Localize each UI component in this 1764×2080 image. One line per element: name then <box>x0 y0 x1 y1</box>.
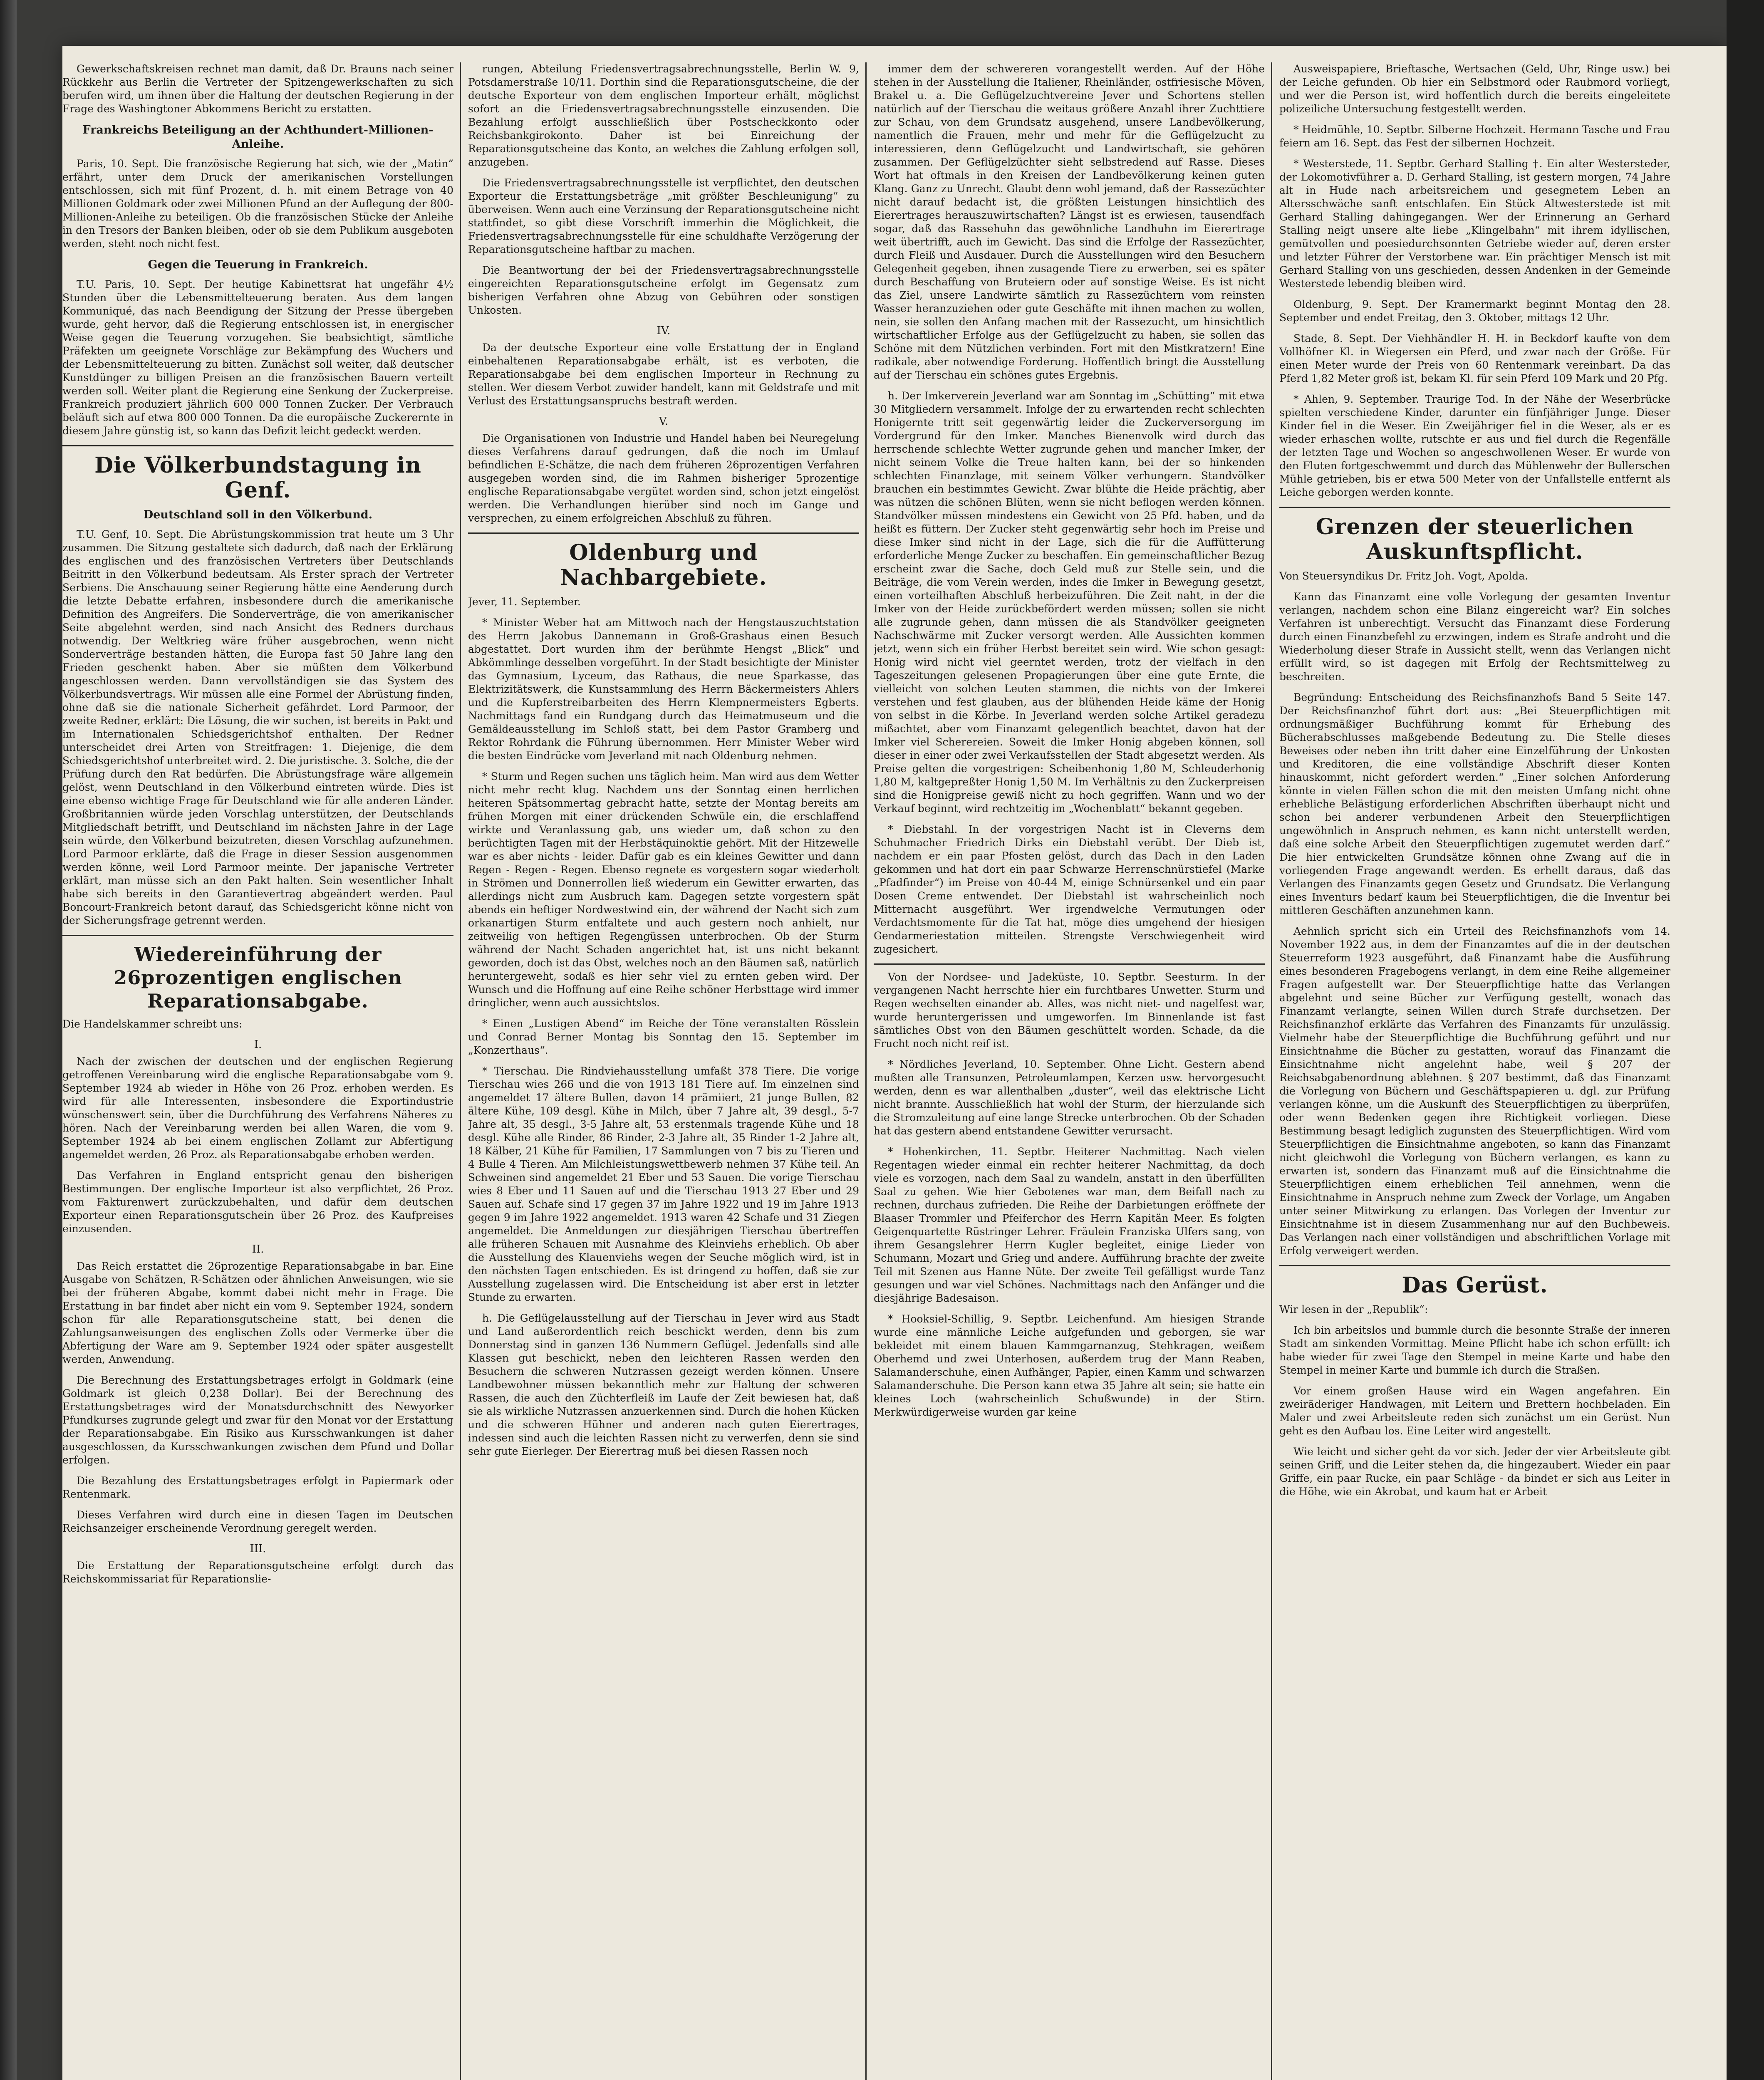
book-binding-edge <box>0 0 17 2080</box>
paragraph: rungen, Abteilung Friedensvertragsabrechnungsstelle, Berlin W. 9, Potsdamerstraße 10/11. Dorthin sind die Reparationsgutscheine, die der deutsche Exporteur von dem englischen Importeur erhält, möglichst sofort an die Friedensvertragsabrechnungsstelle einzusenden. Die Bezahlung erfolgt ausschließlich über Postscheckkonto oder Reichsbankgirokonto. Daher ist bei Einreichung der Reparationsgutscheine das Konto, an welches die Zahlung erfolgen soll, anzugeben. <box>468 63 859 168</box>
paragraph: Aehnlich spricht sich ein Urteil des Reichsfinanzhofs vom 14. November 1922 aus, in dem der Finanzamtes auf die in der deutschen Steuerreform 1923 ausgeführt, daß Finanzamt habe die Ausführung eines besonderen Fragebogens verlangt, in dem eine Reihe allgemeiner Fragen aufgestellt war. Der Steuerpflichtige hatte das Verlangen abgelehnt und seine Bücher zur Verfügung gestellt, wonach das Finanzamt verlangte, seinen Willen durch Strafe durchsetzen. Der Reichsfinanzhof erklärte das Verfahren des Finanzamts für unzulässig. Vielmehr habe der Steuerpflichtige die Buchführung geführt und nur Einsichtnahme die Bücher zu gestatten, worauf das Finanzamt die Einsichtnahme nicht angelehnt habe, weil § 207 der Reichsabgabenordnung ablehnen. § 207 bestimmt, daß das Finanzamt die Vorlegung von Büchern und Geschäftspapieren u. dgl. zur Prüfung verlangen könne, um die Auskunft des Steuerpflichtigen zu überprüfen, oder wenn Bedenken gegen ihre Richtigkeit vorliegen. Diese Bestimmung besagt lediglich zugunsten des Steuerpflichtigen. Wird vom Steuerpflichtigen die Einsichtnahme angeboten, so kann das Finanzamt nicht gleichwohl die Vorlegung von Büchern verlangen, es kann zu erwarten ist, sondern das Finanzamt muß auf die Einsichtnahme die Steuerpflichtigen einem erheblichen Teil annehmen, wenn die Einsichtnahme in Anspruch nehme zum Zweck der Vorlage, um Angaben unter seiner Mitwirkung zu erlangen. Das Vorlegen der Inventur zur Einsichtnahme ist in diesem Zusammenhang nur auf den Buchbeweis. Das Verlangen nach einer vollständigen und abschriftlichen Vorlage mit Erfolg verweigert werden. <box>1279 925 1670 1257</box>
paragraph: * Einen „Lustigen Abend“ im Reiche der Töne veranstalten Rösslein und Conrad Berner Montag bis Sonntag den 15. September im „Konzerthaus“. <box>468 1018 859 1056</box>
byline: Wir lesen in der „Republik“: <box>1279 1303 1428 1315</box>
article-headline: Die Völkerbundstagung in Genf. <box>94 453 421 503</box>
section-divider <box>62 935 453 936</box>
section-divider <box>62 445 453 446</box>
column-4 <box>1279 62 1670 2080</box>
paragraph: Die Friedensvertragsabrechnungsstelle ist verpflichtet, den deutschen Exporteur die Erstattungsbeträge „mit größter Beschleunigung“ zu überweisen. Wenn auch eine Verzinsung der Reparationsgutscheine nicht stattfindet, so gibt diese Vorschrift immerhin die Möglichkeit, die Friedensvertragsabrechnungsstelle für eine schuldhafte Verzögerung der Reparationsgutscheine haftbar zu machen. <box>468 177 859 255</box>
paragraph: Die Organisationen von Industrie und Handel haben bei Neuregelung dieses Verfahrens darauf gedrungen, daß die noch im Umlauf befindlichen E-Schätze, die nach dem früheren 26prozentigen Verfahren ausgegeben worden sind, die im Rahmen bisheriger 5prozentige englische Reparationsabgabe vergütet worden sind, schon jetzt eingelöst werden. Die Verhandlungen hierüber sind noch im Gange und versprechen, zu einem erfolgreichen Abschluß zu führen. <box>468 432 859 524</box>
paragraph: Dieses Verfahren wird durch eine in diesen Tagen im Deutschen Reichsanzeiger erscheinende Verordnung geregelt werden. <box>62 1509 453 1534</box>
byline: Von Steuersyndikus Dr. Fritz Joh. Vogt, Apolda. <box>1279 570 1529 582</box>
paragraph: * Sturm und Regen suchen uns täglich heim. Man wird aus dem Wetter nicht mehr recht klug. Nachdem uns der Sonntag einen herrlichen heiteren Spätsommertag gebracht hatte, setzte der Montag bereits am frühen Morgen mit einer drückenden Schwüle ein, die erschlaffend wirkte und Veranlassung gab, uns wieder um, daß schon zu den berüchtigten Tagen mit der Herbstäquinoktie gehört. Mit der Hitzewelle war es aber nichts - leider. Dafür gab es ein kleines Gewitter und dann Regen - Regen - Regen. Ebenso regnete es vorgestern sogar wiederholt in Strömen und Donnerrollen ließ wiederum ein Gewitter erwarten, das allerdings nicht zum Ausbruch kam. Dagegen setzte vorgestern spät abends ein heftiger Nordwestwind ein, der während der Nacht sich zum orkanartigen Sturm entfaltete und auch gestern noch anhielt, nur zeitweilig von heftigen Regengüssen unterbrochen. Ob der Sturm während der Nacht Schaden angerichtet hat, ist uns nicht bekannt geworden, doch ist das Obst, welches noch an den Bäumen saß, natürlich heruntergeweht, sodaß es hier sehr viel zu ernten geben wird. Der Wunsch und die Hoffnung auf eine Reihe schöner Herbsttage wird immer dringlicher, wenn auch aussichtslos. <box>468 770 859 1009</box>
article-headline: Das Gerüst. <box>1402 1273 1548 1298</box>
paragraph: * Minister Weber hat am Mittwoch nach der Hengstauszuchtstation des Herrn Jakobus Dannemann in Groß-Grashaus einen Besuch abgestattet. Dort wurden ihm der berühmte Hengst „Blick“ und Abkömmlinge desselben vorgeführt. In der Stadt besichtigte der Minister das Gymnasium, Lyceum, das Rathaus, die neue Sparkasse, das Elektrizitätswerk, die Kunstsammlung des Herrn Bäckermeisters Ahlers und die Kupferstreibarbeiten des Herrn Klempnermeisters Egberts. Nachmittags fand ein Rundgang durch das Heimatmuseum und die Gemäldeausstellung im Schloß statt, bei dem Pastor Gramberg und Rektor Rohrdank die Führung übernommen. Herr Minister Weber wird die besten Eindrücke vom Jeverland mit nach Oldenburg nehmen. <box>468 617 859 762</box>
paragraph: * Nördliches Jeverland, 10. September. Ohne Licht. Gestern abend mußten alle Transunzen, Petroleumlampen, Kerzen usw. hervorgesucht werden, denn es war allenthalben „duster“, weil das elektrische Licht nicht brannte. Ausschließlich hat wohl der Sturm, der hierzulande sich die Stromzuleitung auf eine lange Strecke unterbrochen. Ob der Schaden hat das gestern abend entstandene Gewitter verursacht. <box>874 1058 1265 1137</box>
article-subheadline: Deutschland soll in den Völkerbund. <box>143 508 373 521</box>
paragraph: immer dem der schwereren vorangestellt werden. Auf der Höhe stehen in der Ausstellung die Italiener, Rheinländer, ostfriesische Möven, Brakel u. a. Die Geflügelzuchtvereine Jever und Schortens stellen natürlich auf der Tierschau die weitaus größere Anzahl ihrer Zuchttiere zur Schau, von dem Grundsatz ausgehend, unsere Landbevölkerung, namentlich die Frauen, mehr und mehr für die Geflügelzucht zu interessieren, denn Geflügelzucht und Landwirtschaft, sie gehören zusammen. Der Geflügelzüchter sieht selbstredend auf Rasse. Dieses Wort hat oftmals in den Kreisen der Landbevölkerung keinen guten Klang. Ganz zu Unrecht. Glaubt denn wohl jemand, daß der Rassezüchter nicht darauf bedacht ist, die größten Leistungen hinsichtlich des Eierertrages herauszuwirtschaften? Längst ist es erwiesen, tausendfach sogar, daß das Rassehuhn das gewöhnliche Landhuhn im Eierertrage weit übertrifft, auch im Gewicht. Das sind die Erfolge der Rassezüchter, durch Fleiß und Ausdauer. Durch die Ausstellungen wird den Besuchern Gelegenheit gegeben, ihnen zusagende Tiere zu erwerben, sei es später durch Beschaffung von Bruteiern oder auf sonstige Weise. Es ist nicht das Ziel, unsere Landwirte sämtlich zu Rassezüchtern vom reinsten Wasser heranzuziehen oder gute Geschäfte mit ihnen machen zu wollen, nein, sie sollen den Anfang machen mit der Rassezucht, um hinsichtlich wirtschaftlicher Erfolge aus der Geflügelzucht zu haben, sie sollen das Schöne mit dem Nützlichen verbinden. Fort mit den Mistkratzern! Eine radikale, aber notwendige Forderung. Hoffentlich bringt die Ausstellung auf der Tierschau ein schönes gutes Ergebnis. <box>874 63 1265 381</box>
paragraph: Das Verfahren in England entspricht genau den bisherigen Bestimmungen. Der englische Importeur ist also verpflichtet, 26 Proz. vom Fakturenwert zurückzubehalten, und dafür dem deutschen Exporteur einen Reparationsgutschein über 26 Proz. des Kaufpreises einzusenden. <box>62 1169 453 1235</box>
paragraph: * Hohenkirchen, 11. Septbr. Heiterer Nachmittag. Nach vielen Regentagen wieder einmal ein rechter heiterer Nachmittag, da doch viele es vorzogen, nach dem Saal zu wandeln, anstatt in den überfüllten Saal zu gehen. Wie hier Gebotenes war man, dem Beifall nach zu rechnen, durchaus zufrieden. Die Reihe der Darbietungen eröffnete der Blaaser Trommler und Pfeiferchor des Herrn Kapitän Meer. Es folgten Geigenquartette Rüstringer Lehrer. Fräulein Franziska Ulfers sang, von ihrem Gesangslehrer Herrn Kugler begleitet, einige Lieder von Schumann, Mozart und Grieg und andere. Aufführung brachte der zweite Teil mit Szenen aus Hanne Nüte. Der zweite Teil gefälligst wurde Tanz gesungen und war viel Schönes. Nachmittags nach den Anfänger und die diesjährige Badesaison. <box>874 1146 1265 1304</box>
paragraph: Begründung: Entscheidung des Reichsfinanzhofs Band 5 Seite 147. Der Reichsfinanzhof führt dort aus: „Bei Steuerpflichtigen mit ordnungsmäßiger Buchführung kommt für Erhebung des Bücherabschlusses maßgebende Bedeutung zu. Die Stelle dieses Beweises oder neben ihn tritt daher eine Einzelführung der Unkosten und Kreditoren, die eine vollständige Abschrift dieser Konten hinauskommt, nicht gefordert werden.“ „Einer solchen Anforderung könnte in vielen Fällen schon die mit den meisten Umfang nicht ohne erhebliche Belästigung erforderlichen Abschriften überhaupt nicht und schon bei anderer verbundenen Arbeit den Steuerpflichtigen ungewöhnlich in Anspruch nehmen, es kann nicht unterstellt werden, daß eine solche Arbeit den Steuerpflichtigen zugemutet werden darf.“ Die hier entwickelten Grundsätze können ohne Zwang auf die in vorliegenden Frage angewandt werden. Es erhellt daraus, daß das Verlangen des Finanzamts gegen Gesetz und Grundsatz. Die Verlangung eines Inventurs bedarf kaum bei Steuerpflichtigen, die die Inventur bei mittleren Geschäften anzunehmen kann. <box>1279 691 1670 916</box>
paragraph: * Heidmühle, 10. Septbr. Silberne Hochzeit. Hermann Tasche und Frau feiern am 16. Sept. das Fest der silbernen Hochzeit. <box>1279 124 1670 149</box>
paragraph: Ich bin arbeitslos und bummle durch die besonnte Straße der inneren Stadt am sinkenden Vormittag. Meine Pflicht habe ich schon erfüllt: ich habe wieder für zwei Tage den Stempel in meine Karte und habe den Stempel in meiner Karte und bummle ich durch die Straßen. <box>1279 1324 1670 1376</box>
paragraph: Das Reich erstattet die 26prozentige Reparationsabgabe in bar. Eine Ausgabe von Schätzen, R-Schätzen oder ähnlichen Anweisungen, wie sie bei der früheren Abgabe, kommt dabei nicht mehr in Frage. Die Erstattung in bar findet aber nicht ein vom 9. September 1924, sondern schon für alle Reparationsgutscheine statt, bei denen die Zahlungsanweisungen des englischen Zolls oder Vermerke über die Abfertigung der Ware am 9. September 1924 oder später ausgestellt werden, Anwendung. <box>62 1260 453 1365</box>
paragraph: Die Beantwortung der bei der Friedensvertragsabrechnungsstelle eingereichten Reparationsgutscheine erfolgt im Gegensatz zum bisherigen Verfahren ohne Abzug von Gebühren oder sonstigen Unkosten. <box>468 264 859 316</box>
paragraph: h. Der Imkerverein Jeverland war am Sonntag im „Schütting“ mit etwa 30 Mitgliedern versammelt. Infolge der zu erwartenden recht schlechten Honigernte tritt seit gegenwärtig leider die Zuckerversorgung im Vordergrund für den Imker. Manches Bienenvolk wird durch das herrschende schlechte Wetter zugrunde gehen und mancher Imker, der nicht seinem Volke die Treue halten kann, bei der so hinkenden schlechten Finanzlage, mit seinem Völker verhungern. Standvölker brauchen ein bestimmtes Gewicht. Zwar blühte die Heide prächtig, aber was nützen die schönen Blüten, wenn sie nicht beflogen werden können. Standvölker müssen mindestens ein Gewicht von 25 Pfd. haben, und da heißt es füttern. Der Zucker steht gegenwärtig sehr hoch im Preise und diese Imker sind nicht in der Lage, sich die für die Auffütterung erforderliche Menge Zucker zu beschaffen. Ein gemeinschaftlicher Bezug erscheint zwar die Sache, doch Geld muß zur Stelle sein, und die Beiträge, die vom Verein werden, indes die Imker in Bewegung gesetzt, einen vorteilhaften Abschluß herbeizuführen. Die Zeit naht, in der die Imker von der Heide zurückbefördert werden müssen; sollen sie nicht alle zugrunde gehen, dann müssen die als Standvölker geeigneten Nachschwärme mit Zucker versorgt werden. Alle Aussichten kommen jetzt, wenn sich ein früher Herbst bereitet sein wird. Wie schon gesagt: Honig wird nicht viel geerntet werden, trotz der vielfach in den Tageszeitungen gelesenen Propagierungen über eine gute Ernte, die vielleicht von solchen Leuten stammen, die nichts von der Imkerei verstehen und fest glauben, aus der blühenden Heide käme der Honig von selbst in die Körbe. In Jeverland werden solche Artikel geradezu mißachtet, aber vom Finanzamt gelegentlich beachtet, davon hat der Imker viel Scherereien. Soweit die Imker Honig abgeben können, soll dieser in einer oder zwei Verkaufsstellen der Stadt abgesetzt werden. Als Preise gelten die vorgestrigen: Scheibenhonig 1,80 M, Schleuderhonig 1,80 M, kaltgepreßter Honig 1,50 M. Im Verhältnis zu den Zuckerpreisen sind die Honigpreise gewiß nicht zu hoch gegriffen. Wann und wo der Verkauf beginnt, wird rechtzeitig im „Wochenblatt“ bekannt gegeben. <box>874 390 1265 815</box>
section-numeral: V. <box>659 415 669 428</box>
paragraph: * Westerstede, 11. Septbr. Gerhard Stalling †. Ein alter Westersteder, der Lokomotivführer a. D. Gerhard Stalling, ist gestern morgen, 74 Jahre alt in Hude nach arbeitsreichem und gesegnetem Leben an Altersschwäche sanft entschlafen. Ein Stück Altwesterstede ist mit Gerhard Stalling dahingegangen. Wer der Erinnerung an Gerhard Stalling neigt unsere alte liebe „Klingelbahn“ mit ihrem idyllischen, gemütvollen und poesiedurchsonnten Getriebe wieder auf, deren erster und letzter Führer der Verstorbene war. Ein prächtiger Mensch ist mit Gerhard Stalling von uns geschieden, dessen Andenken in der Gemeinde Westerstede lebendig bleiben wird. <box>1279 158 1670 290</box>
section-divider <box>468 532 859 534</box>
paragraph: Gewerkschaftskreisen rechnet man damit, daß Dr. Brauns nach seiner Rückkehr aus Berlin die Vertreter der Spitzengewerkschaften zu sich berufen wird, um ihnen über die Haltung der deutschen Regierung in der Frage des Washingtoner Abkommens Bericht zu erstatten. <box>62 63 453 115</box>
section-divider <box>1279 507 1670 508</box>
article-subheadline: Gegen die Teuerung in Frankreich. <box>148 258 368 271</box>
paragraph: Oldenburg, 9. Sept. Der Kramermarkt beginnt Montag den 28. September und endet Freitag, den 3. Oktober, mittags 12 Uhr. <box>1279 298 1670 324</box>
paragraph: T.U. Paris, 10. Sept. Der heutige Kabinettsrat hat ungefähr 4½ Stunden über die Lebensmittelteuerung beraten. Aus dem langen Kommuniqué, das nach Beendigung der Sitzung der Presse übergeben wurde, geht hervor, daß die Regierung entschlossen ist, in energischer Weise gegen die Teuerung vorzugehen. Sie beabsichtigt, sämtliche Präfekten um geeignete Vorschläge zur Bekämpfung des Wuchers und der Lebensmittelteuerung zu bitten. Zunächst soll weiter, daß deutscher Kunstdünger zu billigen Preisen an die französischen Bauern verteilt werden soll. Weiter plant die Regierung eine Senkung der Zuckerpreise. Frankreich produziert jährlich 600 000 Tonnen Zucker. Der Verbrauch beläuft sich auf etwa 800 000 Tonnen. Da die europäische Zuckerernte in diesem Jahre günstig ist, so kann das Defizit leicht gedeckt werden. <box>62 278 453 437</box>
paragraph: Stade, 8. Sept. Der Viehhändler H. H. in Beckdorf kaufte von dem Vollhöfner Kl. in Wiegersen ein Pferd, und zwar nach der Größe. Für einen Meter wurde der Preis von 60 Rentenmark vereinbart. Da das Pferd 1,82 Meter groß ist, bekam Kl. für sein Pferd 109 Mark und 20 Pfg. <box>1279 332 1670 384</box>
section-divider <box>874 963 1265 965</box>
dateline: Jever, 11. September. <box>468 596 581 608</box>
paragraph: h. Die Geflügelausstellung auf der Tierschau in Jever wird aus Stadt und Land außerordentlich reich beschickt werden, denn bis zum Donnerstag sind in ganzen 136 Nummern Geflügel. Jedenfalls sind alle Klassen gut beschickt, neben den leichteren Rassen werden den Besuchern die schweren Nutzrassen gezeigt werden können. Unsere Landbewohner müssen bekanntlich mehr zur Haltung der schweren Rassen, die auch den Züchterfleiß im Laufe der Zeit bewiesen hat, daß sie als wirkliche Nutzrassen anzuerkennen sind. Durch die hohen Kücken und die schweren Hühner und anderen nach guten Eierertrages, indessen sind auch die leichten Rassen nicht zu verwerfen, denn sie sind sehr gute Eierleger. Der Eierertrag muß bei diesen Rassen noch <box>468 1312 859 1457</box>
paragraph: Die Erstattung der Reparationsgutscheine erfolgt durch das Reichskommissariat für Reparationslie- <box>62 1560 453 1585</box>
column-1 <box>62 62 453 2080</box>
column-2 <box>468 62 859 2080</box>
byline: Die Handelskammer schreibt uns: <box>62 1018 243 1030</box>
article-headline: Grenzen der steuerlichen Auskunftspflicht. <box>1316 514 1634 565</box>
section-numeral: II. <box>252 1243 264 1255</box>
paragraph: Die Berechnung des Erstattungsbetrages erfolgt in Goldmark (eine Goldmark ist gleich 0,238 Dollar). Bei der Berechnung des Erstattungsbetrages wird der Monatsdurchschnitt des Newyorker Pfundkurses zugrunde gelegt und zwar für den Monat vor der Erstattung der Reparationsabgabe. Ein Risiko aus Kursschwankungen ist daher ausgeschlossen, da Kursschwankungen zwischen dem Pfund und Dollar erfolgen. <box>62 1374 453 1466</box>
paragraph: Wie leicht und sicher geht da vor sich. Jeder der vier Arbeitsleute gibt seinen Griff, und die Leiter stehen da, die hingezaubert. Wieder ein paar Griffe, ein paar Rucke, ein paar Schläge - da bindet er sich aus Leiter in die Höhe, wie ein Akrobat, und kaum hat er Arbeit <box>1279 1446 1670 1498</box>
section-numeral: IV. <box>657 324 671 337</box>
paragraph: Paris, 10. Sept. Die französische Regierung hat sich, wie der „Matin“ erfährt, unter dem Druck der amerikanischen Vorstellungen entschlossen, sich mit fünf Prozent, d. h. mit einem Betrage von 40 Millionen Goldmark oder zwei Millionen Pfund an der Auflegung der 800-Millionen-Anleihe zu beteiligen. Ob die französischen Stücke der Anleihe in den Tresors der Banken bleiben, oder ob sie dem Publikum ausgeboten werden, steht noch nicht fest. <box>62 158 453 250</box>
section-divider <box>1279 1265 1670 1266</box>
article-headline: Oldenburg und Nachbargebiete. <box>560 540 767 590</box>
column-3 <box>874 62 1265 2080</box>
paragraph: Die Bezahlung des Erstattungsbetrages erfolgt in Papiermark oder Rentenmark. <box>62 1475 453 1500</box>
paragraph: T.U. Genf, 10. Sept. Die Abrüstungskommission trat heute um 3 Uhr zusammen. Die Sitzung gestaltete sich dadurch, daß nach der Erklärung des englischen und des französischen Vertreters über Deutschlands Beitritt in den Völkerbund bedeutsam. Als Erster sprach der Vertreter Serbiens. Die Anschauung seiner Regierung hätte eine Aenderung durch die letzte Debatte erfahren, insbesondere durch die amerikanische Definition des Angreifers. Die Sonderverträge, die von amerikanischer Seite abgelehnt werden, sind nach Ansicht des Redners durchaus notwendig. Der Weltkrieg wäre früher ausgebrochen, wenn nicht Sonderverträge bestanden hätten, die Europa fast 50 Jahre lang den Frieden geschenkt haben. Aber sie müßten dem Völkerbund angeschlossen werden. Dann vervollständigen sie das System des Völkerbundsvertrags. Wir müssen alle eine Formel der Abrüstung finden, ohne daß sie die nationale Sicherheit gefährdet. Lord Parmoor, der zweite Redner, erklärt: Die Lösung, die wir suchen, ist bereits in Pakt und im Internationalen Schiedsgerichtshof enthalten. Der Redner unterscheidet drei Arten von Streitfragen: 1. Diejenige, die dem Schiedsgerichtshof unterbreitet wird. 2. Die juristische. 3. Solche, die der Prüfung durch den Rat bedürfen. Die Abrüstungsfrage wäre allgemein gelöst, wenn Deutschland in den Völkerbund eintreten würde. Dies ist eine ebenso wichtige Frage für Deutschland wie für alle anderen Länder. Großbritannien würde jeden Vorschlag unterstützen, der Deutschlands Mitgliedschaft betrifft, und Deutschland im nächsten Jahre in der Lage sein würde, den Völkerbund beizutreten, diesen Vorschlag aufzunehmen. Lord Parmoor erklärte, daß die Frage in dieser Session ausgenommen werden könne, weil Lord Parmoor meinte. Der japanische Vertreter erklärt, man müsse sich an den Pakt halten. Sein wesentlicher Inhalt habe sich bereits in den Garantievertrag abgeändert werden. Paul Boncourt-Frankreich betont darauf, das Schiedsgericht könne nicht von der Sicherungsfrage getrennt werden. <box>62 528 453 926</box>
paragraph: Kann das Finanzamt eine volle Vorlegung der gesamten Inventur verlangen, nachdem schon eine Bilanz eingereicht war? Ein solches Verfahren ist unberechtigt. Versucht das Finanzamt diese Forderung durch einen Finanzbefehl zu erzwingen, indem es Strafe androht und die Wiederholung dieser Strafe in Aussicht stellt, wenn das Verlangen nicht erfüllt wird, so ist dagegen mit Erfolg der Rechtsmittelweg zu beschreiten. <box>1279 591 1670 683</box>
paragraph: * Hooksiel-Schillig, 9. Septbr. Leichenfund. Am hiesigen Strande wurde eine männliche Leiche aufgefunden und geborgen, sie war bekleidet mit einem blauen Kammgarnanzug, Stehkragen, weißem Oberhemd und zwei Unterhosen, außerdem trug der Mann Reaben, Salamanderschuhe, einen Aufhänger, Papier, einen Kamm und schwarzen Salamanderschuhe. Die Person kann etwa 35 Jahre alt sein; sie hatte ein kleines Loch (wahrscheinlich Schußwunde) in der Stirn. Merkwürdigerweise wurden gar keine <box>874 1313 1265 1418</box>
column-rule <box>460 62 461 2080</box>
paragraph: Von der Nordsee- und Jadeküste, 10. Septbr. Seesturm. In der vergangenen Nacht herrschte hier ein furchtbares Unwetter. Sturm und Regen wechselten einander ab. Alles, was nicht niet- und nagelfest war, wurde heruntergerissen und umgeworfen. Im Binnenlande ist fast sämtliches Obst von den Bäumen geschüttelt worden. Schade, da die Frucht noch nicht reif ist. <box>874 971 1265 1050</box>
paragraph: Vor einem großen Hause wird ein Wagen angefahren. Ein zweiräderiger Handwagen, mit Leitern und Brettern hochbeladen. Ein Maler und zwei Arbeitsleute reden sich zunächst um ein Gerüst. Nun geht es den Aufbau los. Eine Leiter wird angestellt. <box>1279 1385 1670 1437</box>
article-subheadline: Frankreichs Beteiligung an der Achthundert-Millionen-Anleihe. <box>82 124 434 151</box>
paragraph: * Ahlen, 9. September. Traurige Tod. In der Nähe der Weserbrücke spielten verschiedene Kinder, darunter ein fünfjähriger Junge. Dieser Kinder fiel in die Weser. Ein Zweijähriger fiel in die Weser, als er es wieder erhaschen wollte, rutschte er aus und fiel durch die Regenfälle der letzten Tage und Wochen so angeschwollenen Weser. Er wurde von den Fluten fortgeschwemmt und durch das Mühlenwehr der Bullerschen Mühle getrieben, bis er etwa 500 Meter von der Unfallstelle entfernt als Leiche geborgen werden konnte. <box>1279 393 1670 498</box>
scan-border <box>1727 0 1764 2080</box>
paragraph: * Tierschau. Die Rindviehausstellung umfaßt 378 Tiere. Die vorige Tierschau wies 266 und die von 1913 181 Tiere auf. Im einzelnen sind angemeldet 17 ältere Bullen, davon 14 prämiiert, 21 junge Bullen, 82 ältere Kühe, 109 desgl. Kühe in Milch, über 7 Jahre alt, 39 desgl., 5-7 Jahre alt, 35 desgl., 3-5 Jahre alt, 53 erstenmals tragende Kühe und 18 desgl. Kühe alle Rinder, 86 Rinder, 2-3 Jahre alt, 35 Rinder 1-2 Jahre alt, 18 Kälber, 21 Kühe für Familien, 17 Sammlungen von 7 bis zu Tieren und 4 Bulle 4 Tieren. Am Milchleistungswettbewerb nehmen 37 Kühe teil. An Schweinen sind angemeldet 21 Eber und 53 Sauen. Die vorige Tierschau wies 8 Eber und 11 Sauen auf und die Tierschau 1913 27 Eber und 29 Sauen auf. Schafe sind 17 gegen 37 im Jahre 1922 und 19 im Jahre 1913 gegen 9 im Jahre 1922 angemeldet. 1913 waren 42 Schafe und 31 Ziegen angemeldet. Die Anmeldungen zur diesjährigen Tierschau übertreffen alle früheren Schauen mit Ausnahme des Kleinviehs erheblich. Ob aber die Ausstellung des Klauenviehs wegen der Seuche möglich wird, ist in den nächsten Tagen entschieden. Es ist dringend zu hoffen, daß sie zur Ausstellung zugelassen wird. Die Entscheidung ist aber erst in letzter Stunde zu erwarten. <box>468 1065 859 1303</box>
newspaper-text-area <box>62 62 1677 2080</box>
paragraph: Nach der zwischen der deutschen und der englischen Regierung getroffenen Vereinbarung wird die englische Reparationsabgabe vom 9. September 1924 ab wieder in Höhe von 26 Proz. erhoben werden. Es wird für alle Interessenten, insbesondere die Exportindustrie wünschenswert sein, über die Durchführung des Verfahrens Näheres zu hören. Nach der Vereinbarung werden bei allen Waren, die vom 9. September 1924 ab bei einem englischen Zollamt zur Abfertigung angemeldet werden, 26 Proz. als Reparationsabgabe erhoben werden. <box>62 1055 453 1161</box>
column-rule <box>1271 62 1272 2080</box>
paragraph: * Diebstahl. In der vorgestrigen Nacht ist in Cleverns dem Schuhmacher Friedrich Dirks ein Diebstahl verübt. Der Dieb ist, nachdem er ein paar Pfosten gelöst, durch das Dach in den Laden gekommen und hat dort ein paar Schwarze Herrenschnürstiefel (Marke „Pfadfinder“) im Preise von 40-44 M, einige Schnürsenkel und ein paar Dosen Creme entwendet. Der Diebstahl ist wahrscheinlich noch Mitternacht ausgeführt. Wer irgendwelche Vermutungen oder Verdachtsmomente für die Tat hat, möge dies umgehend der hiesigen Gendarmeriestation mitteilen. Strengste Verschwiegenheit wird zugesichert. <box>874 823 1265 955</box>
section-numeral: I. <box>254 1038 262 1051</box>
section-numeral: III. <box>250 1543 266 1555</box>
column-rule <box>865 62 867 2080</box>
paragraph: Da der deutsche Exporteur eine volle Erstattung der in England einbehaltenen Reparationsabgabe erhält, ist es verboten, die Reparationsabgabe bei dem englischen Importeur in Rechnung zu stellen. Wer diesem Verbot zuwider handelt, kann mit Geldstrafe und mit Verlust des Erstattungsanspruchs bestraft werden. <box>468 342 859 407</box>
article-headline: Wiedereinführung der 26prozentigen englischen Reparationsabgabe. <box>114 943 402 1012</box>
paragraph: Ausweispapiere, Brieftasche, Wertsachen (Geld, Uhr, Ringe usw.) bei der Leiche gefunden. Ob hier ein Selbstmord oder Raubmord vorliegt, und wer die Person ist, wird hoffentlich durch die bereits eingeleitete polizeiliche Untersuchung festgestellt werden. <box>1279 63 1670 115</box>
